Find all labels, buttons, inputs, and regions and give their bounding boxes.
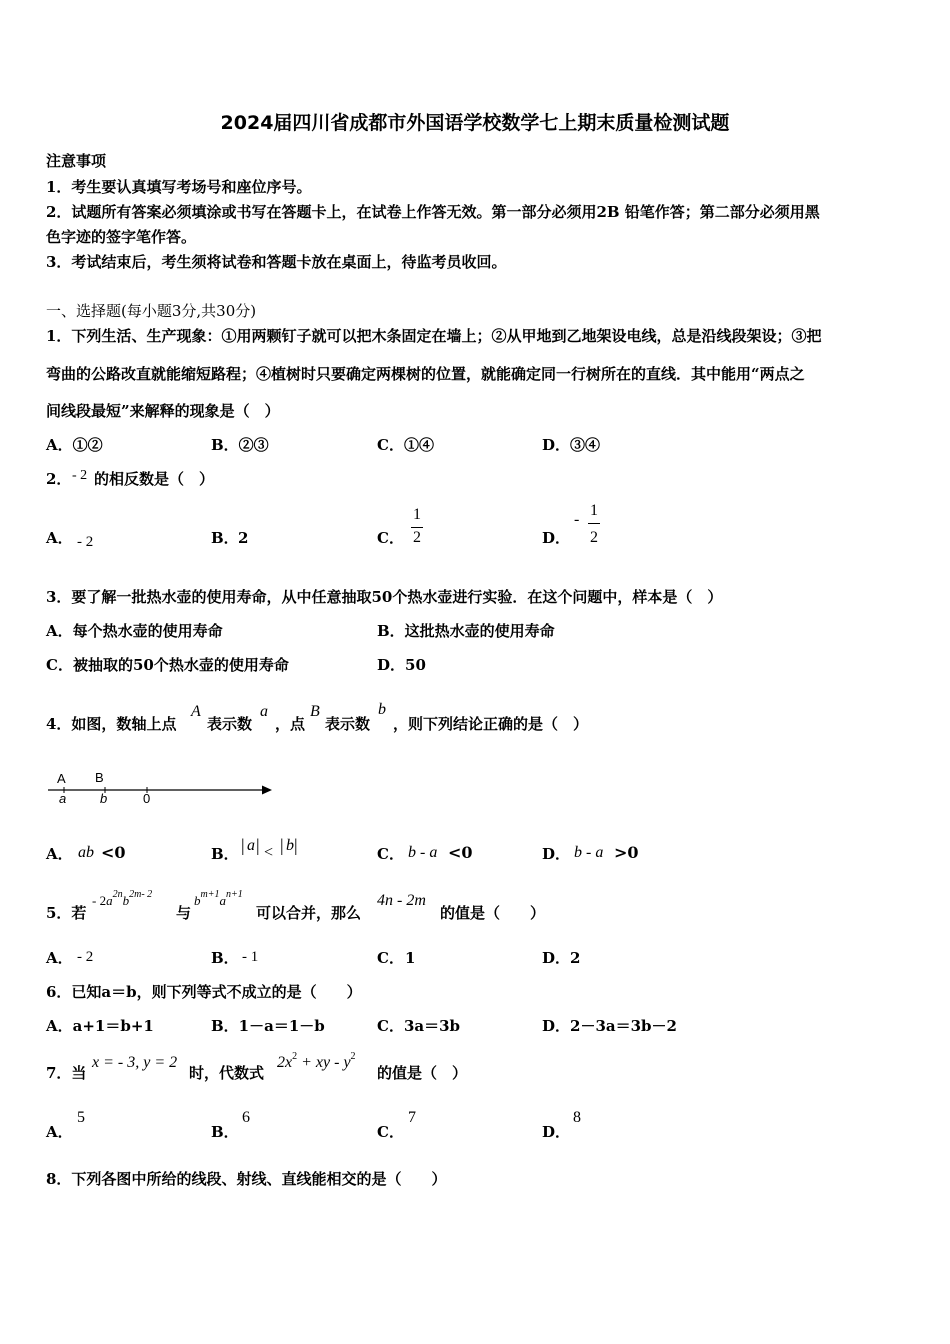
q5-option-a: - 2 [77,949,94,965]
q5-term1-a: a [106,893,113,908]
q5-term2-a-exp: n+1 [225,889,243,900]
q5-term1-b: b [122,893,130,908]
q6-option-d: D．2－3a＝3b－2 [542,1017,677,1035]
q7-stem-part: 7．当 [46,1064,87,1082]
q3-option-d: D．50 [377,656,426,674]
notice-heading: 注意事项 [46,152,107,170]
q2-option-d-fraction-bar [588,523,600,524]
q5-term1 [92,891,152,913]
q4-label-c: C． [377,845,404,863]
q8-stem: 8．下列各图中所给的线段、射线、直线能相交的是（ ） [46,1170,447,1188]
q4-stem-part: ，点 [275,715,306,733]
q7-label-c: C． [377,1123,404,1141]
q4-option-c-relation: <0 [448,843,473,862]
q4-point-a: A [191,703,201,720]
q5-stem-part: 与 [176,904,192,922]
q5-option-d: 2 [570,949,581,967]
q2-label-c: C． [377,529,404,547]
q2-option-d-numerator: 1 [590,502,598,519]
q4-option-d-relation: >0 [614,843,639,862]
q4-option-b-abs-left: | [241,835,245,855]
q4-stem-part: 表示数 [325,715,371,733]
q4-label-a: A． [46,845,73,863]
q2-label-a: A． [46,529,73,547]
q1-option-a: A．①② [46,436,103,454]
q2-option-d-denominator: 2 [590,529,598,546]
q3-stem: 3．要了解一批热水壶的使用寿命，从中任意抽取50个热水壶进行实验．在这个问题中，样本是（ ） [46,588,723,606]
q7-option-b: 6 [242,1109,250,1126]
q2-label-d: D． [542,529,571,547]
q7-option-a: 5 [77,1109,85,1126]
q5-label-b: B． [211,949,239,967]
notice-item: 1．考生要认真填写考场号和座位序号。 [46,178,312,196]
q4-label-b: B． [211,845,239,863]
q1-option-c: C．①④ [377,436,434,454]
q2-option-c-fraction-bar [411,527,423,528]
q7-expression [277,1053,356,1075]
q7-expr-term1: 2x [277,1054,293,1071]
q7-condition: x = - 3, y = 2 [92,1054,178,1071]
q2-stem: 的相反数是（ ） [94,470,215,488]
q5-stem-part: 可以合并，那么 [256,904,362,922]
q5-option-c: 1 [405,949,416,967]
q4-option-a-relation: <0 [101,843,126,862]
q4-number-line-figure [40,765,280,810]
q7-label-a: A． [46,1123,73,1141]
q5-label-d: D． [542,949,571,967]
q4-option-b-var-a: a [247,837,255,854]
q5-term1-coef: - 2 [92,893,107,908]
q1-stem-line: 1．下列生活、生产现象：①用两颗钉子就可以把木条固定在墙上；②从甲地到乙地架设电线，总是沿线段架设；③把 [46,327,822,345]
q4-label-d: D． [542,845,571,863]
q5-label-a: A． [46,949,73,967]
number-line-arrow-icon [262,786,272,795]
number-line-label-0: 0 [143,791,151,806]
q5-term1-a-exp: 2n [112,889,123,900]
q6-stem: 6．已知a＝b，则下列等式不成立的是（ ） [46,983,362,1001]
q7-stem-part: 的值是（ ） [377,1064,468,1082]
q6-option-c: C．3a＝3b [377,1017,461,1035]
q5-term2 [194,891,243,913]
number-line-label-a: a [59,791,67,806]
q2-expr: - 2 [72,468,88,483]
q5-stem-part: 的值是（ ） [440,904,546,922]
q4-option-b-abs-right: | [256,835,260,855]
q7-option-d: 8 [573,1109,581,1126]
q5-label-c: C． [377,949,404,967]
q3-option-c: C．被抽取的50个热水壶的使用寿命 [46,656,289,674]
q1-stem-line: 弯曲的公路改直就能缩短路程；④植树时只要确定两棵树的位置，就能确定同一行树所在的直线．其中能用“两点之 [46,365,805,383]
q4-option-c-expr: b - a [408,844,438,861]
q3-option-a: A．每个热水壶的使用寿命 [46,622,223,640]
q1-option-d: D．③④ [542,436,601,454]
q5-stem-part: 5．若 [46,904,87,922]
q4-option-b-relation: < [264,844,274,861]
number-line-label-b: b [100,791,108,806]
q4-point-b: B [310,703,320,720]
q1-stem-line: 间线段最短”来解释的现象是（ ） [46,402,280,420]
q2-option-d-sign: - [574,511,580,528]
q4-stem-part: ，则下列结论正确的是（ ） [393,715,589,733]
page-title: 2024届四川省成都市外国语学校数学七上期末质量检测试题 [220,112,730,134]
q1-option-b: B．②③ [211,436,269,454]
q7-expr-rest: + xy - y [297,1054,351,1071]
q2-option-b: 2 [238,529,249,547]
q4-stem-part: 表示数 [207,715,253,733]
q7-expr-exp2: 2 [350,1051,356,1062]
q4-var-b: b [378,701,386,718]
notice-item: 2．试题所有答案必须填涂或书写在答题卡上，在试卷上作答无效。第一部分必须用2B 铅笔作答；第二部分必须用黑 [46,203,820,221]
q6-option-a: A．a+1＝b+1 [46,1017,154,1035]
number-line-label-A: A [57,771,66,786]
q2-label-b: B． [211,529,239,547]
q3-option-b: B．这批热水壶的使用寿命 [377,622,555,640]
q4-option-b-abs-left2: | [280,835,284,855]
q4-option-b-abs-right2: | [294,835,298,855]
q5-term2-a: a [219,893,226,908]
notice-item: 色字迹的签字笔作答。 [46,228,197,246]
q4-option-a-expr: ab [78,844,94,861]
q4-stem-part: 4．如图，数轴上点 [46,715,177,733]
q7-label-b: B． [211,1123,239,1141]
number-line-label-B: B [95,770,104,785]
q7-stem-part: 时，代数式 [189,1064,265,1082]
q2-number: 2． [46,470,72,488]
q5-expr: 4n - 2m [377,892,426,909]
q4-var-a: a [260,703,268,720]
q7-option-c: 7 [408,1109,416,1126]
q2-option-c-numerator: 1 [413,506,421,523]
section-heading: 一、选择题(每小题3分,共30分) [46,302,257,320]
q7-expr-exp1: 2 [292,1051,298,1062]
q2-option-a: - 2 [77,534,94,550]
q5-term2-b: b [194,893,201,908]
q5-term2-b-exp: m+1 [200,889,220,900]
notice-item: 3．考试结束后，考生须将试卷和答题卡放在桌面上，待监考员收回。 [46,253,507,271]
q5-term1-b-exp: 2m- 2 [129,889,153,900]
q2-option-c-denominator: 2 [413,529,421,546]
q4-option-b-var-b: b [286,837,294,854]
q4-option-d-expr: b - a [574,844,604,861]
q7-label-d: D． [542,1123,571,1141]
q6-option-b: B．1－a＝1－b [211,1017,325,1035]
q5-option-b: - 1 [242,949,259,965]
